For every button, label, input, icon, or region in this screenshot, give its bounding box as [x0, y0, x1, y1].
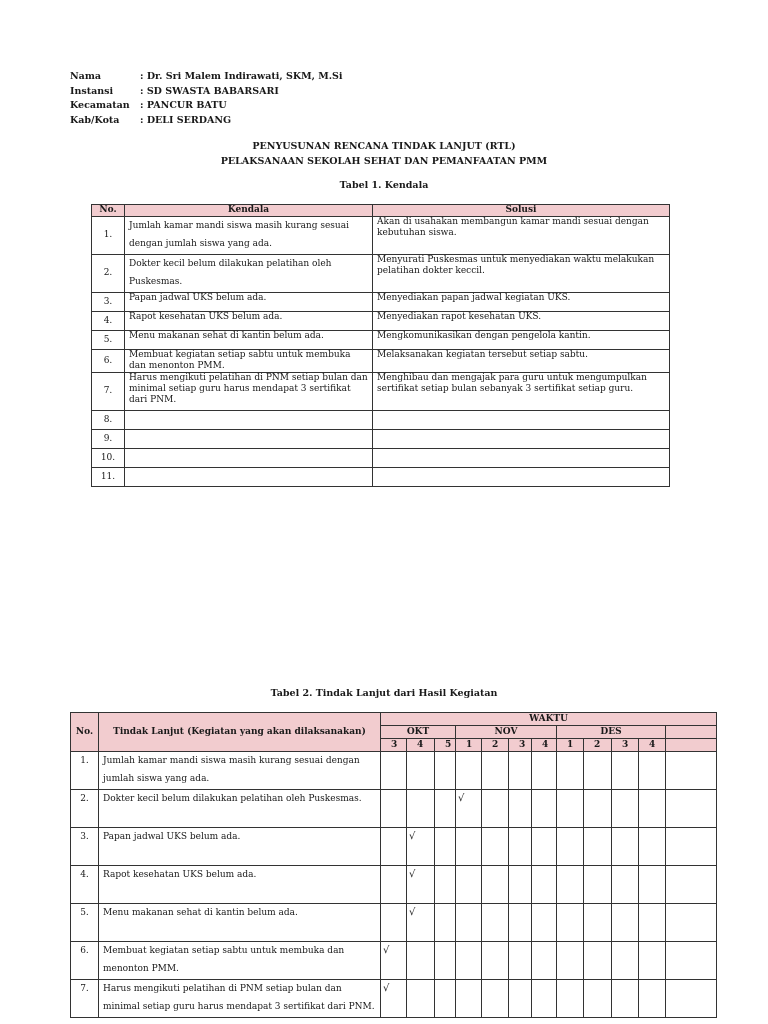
schedule-cell	[456, 828, 482, 866]
table-row	[92, 293, 670, 312]
table-row	[92, 217, 670, 255]
schedule-cell	[381, 828, 407, 866]
col-header-kendala: Kendala	[125, 205, 373, 217]
table-row	[92, 411, 670, 430]
table-row	[92, 350, 670, 373]
schedule-cell	[532, 980, 557, 1018]
schedule-cell	[381, 752, 407, 790]
info-label: Instansi	[70, 85, 114, 97]
schedule-cell	[532, 752, 557, 790]
week-header: 4	[407, 739, 435, 752]
schedule-cell	[666, 980, 717, 1018]
table-row	[71, 866, 717, 904]
kendala-cell: Harus mengikuti pelatihan di PNM setiap bulan dan minimal setiap guru harus mendapat 3 sertifikat dari PNM.	[125, 373, 373, 411]
solusi-cell	[373, 411, 670, 430]
schedule-cell	[482, 790, 509, 828]
check-mark-icon: √	[383, 945, 390, 956]
row-number: 1.	[71, 752, 99, 790]
row-number: 6.	[71, 942, 99, 980]
schedule-cell	[456, 790, 482, 828]
schedule-cell	[407, 790, 435, 828]
schedule-cell	[666, 904, 717, 942]
month-okt: OKT	[381, 726, 456, 739]
schedule-cell	[509, 904, 532, 942]
info-value: : Dr. Sri Malem Indirawati, SKM, M.Si	[140, 71, 343, 82]
check-mark-icon: √	[409, 907, 416, 918]
schedule-cell	[381, 942, 407, 980]
schedule-cell	[584, 980, 612, 1018]
kendala-cell: Jumlah kamar mandi siswa masih kurang sesuai dengan jumlah siswa yang ada.	[125, 217, 373, 255]
schedule-cell	[639, 980, 666, 1018]
table-row	[92, 449, 670, 468]
solusi-cell: Mengkomunikasikan dengan pengelola kantin.	[373, 331, 670, 350]
schedule-cell	[584, 866, 612, 904]
schedule-cell	[435, 942, 456, 980]
info-label: Nama	[70, 71, 102, 82]
row-number: 6.	[92, 350, 125, 373]
schedule-cell	[666, 866, 717, 904]
kendala-cell: Membuat kegiatan setiap sabtu untuk membuka dan menonton PMM.	[125, 350, 373, 373]
schedule-cell	[407, 942, 435, 980]
week-header: 2	[584, 739, 612, 752]
solusi-cell: Melaksanakan kegiatan tersebut setiap sabtu.	[373, 350, 670, 373]
schedule-cell	[666, 790, 717, 828]
schedule-cell	[557, 866, 584, 904]
schedule-cell	[435, 790, 456, 828]
schedule-cell	[557, 980, 584, 1018]
schedule-cell	[407, 752, 435, 790]
schedule-cell	[584, 942, 612, 980]
col-header-solusi: Solusi	[373, 205, 670, 217]
schedule-cell	[509, 790, 532, 828]
table-row	[71, 904, 717, 942]
kendala-cell	[125, 430, 373, 449]
kendala-cell	[125, 411, 373, 430]
week-header: 5	[435, 739, 456, 752]
week-header	[666, 739, 717, 752]
schedule-cell	[532, 828, 557, 866]
schedule-cell	[456, 866, 482, 904]
week-header: 1	[456, 739, 482, 752]
month-nov: NOV	[456, 726, 557, 739]
row-number: 11.	[92, 468, 125, 487]
table2-caption: Tabel 2. Tindak Lanjut dari Hasil Kegiatan	[270, 688, 498, 699]
schedule-cell	[482, 904, 509, 942]
schedule-cell	[482, 752, 509, 790]
solusi-cell: Menghibau dan mengajak para guru untuk mengumpulkan sertifikat setiap bulan sebanyak 3 sertifikat setiap guru.	[373, 373, 670, 411]
schedule-cell	[456, 942, 482, 980]
schedule-cell	[456, 980, 482, 1018]
schedule-cell	[509, 942, 532, 980]
col-header-waktu: WAKTU	[381, 713, 717, 726]
month-extra	[666, 726, 717, 739]
table-row	[92, 255, 670, 293]
info-label: Kecamatan	[70, 100, 130, 111]
table-row	[71, 942, 717, 980]
table-row	[92, 373, 670, 411]
col-header-no: No.	[71, 713, 99, 752]
info-label: Kab/Kota	[70, 114, 120, 126]
check-mark-icon: √	[458, 793, 465, 804]
table-row	[71, 828, 717, 866]
schedule-cell	[557, 790, 584, 828]
solusi-cell	[373, 468, 670, 487]
schedule-cell	[584, 904, 612, 942]
row-number: 4.	[71, 866, 99, 904]
tindak-lanjut-cell: Membuat kegiatan setiap sabtu untuk membuka dan menonton PMM.	[99, 942, 381, 980]
schedule-cell	[381, 980, 407, 1018]
schedule-cell	[407, 866, 435, 904]
schedule-cell	[482, 866, 509, 904]
table-row	[92, 331, 670, 350]
schedule-cell	[532, 790, 557, 828]
week-header: 3	[381, 739, 407, 752]
info-row	[70, 99, 343, 114]
row-number: 2.	[92, 255, 125, 293]
week-header: 3	[612, 739, 639, 752]
schedule-cell	[509, 828, 532, 866]
schedule-cell	[666, 828, 717, 866]
schedule-cell	[584, 828, 612, 866]
tindak-lanjut-cell: Papan jadwal UKS belum ada.	[99, 828, 381, 866]
info-value: : PANCUR BATU	[140, 100, 227, 111]
schedule-cell	[435, 904, 456, 942]
schedule-cell	[509, 980, 532, 1018]
schedule-cell	[612, 828, 639, 866]
table-row	[71, 752, 717, 790]
schedule-cell	[612, 904, 639, 942]
solusi-cell: Akan di usahakan membangun kamar mandi sesuai dengan kebutuhan siswa.	[373, 217, 670, 255]
schedule-cell	[639, 866, 666, 904]
schedule-cell	[557, 752, 584, 790]
schedule-cell	[584, 790, 612, 828]
info-row	[70, 85, 343, 100]
solusi-cell	[373, 449, 670, 468]
schedule-cell	[612, 942, 639, 980]
schedule-cell	[612, 980, 639, 1018]
check-mark-icon: √	[409, 869, 416, 880]
info-row	[70, 70, 343, 85]
solusi-cell: Menyediakan rapot kesehatan UKS.	[373, 312, 670, 331]
row-number: 3.	[92, 293, 125, 312]
doc-title: PENYUSUNAN RENCANA TINDAK LANJUT (RTL)	[252, 141, 516, 152]
doc-subtitle: PELAKSANAAN SEKOLAH SEHAT DAN PEMANFAATAN PMM	[220, 156, 548, 167]
solusi-cell	[373, 430, 670, 449]
row-number: 8.	[92, 411, 125, 430]
check-mark-icon: √	[383, 983, 390, 994]
tindak-lanjut-cell: Rapot kesehatan UKS belum ada.	[99, 866, 381, 904]
kendala-cell	[125, 449, 373, 468]
schedule-cell	[612, 790, 639, 828]
info-value: : DELI SERDANG	[140, 114, 232, 126]
month-des: DES	[557, 726, 666, 739]
identity-block	[70, 70, 343, 128]
schedule-cell	[666, 942, 717, 980]
solusi-cell: Menyediakan papan jadwal kegiatan UKS.	[373, 293, 670, 312]
schedule-cell	[612, 866, 639, 904]
table-row	[71, 790, 717, 828]
week-header: 1	[557, 739, 584, 752]
row-number: 7.	[71, 980, 99, 1018]
schedule-cell	[435, 980, 456, 1018]
row-number: 4.	[92, 312, 125, 331]
schedule-cell	[557, 904, 584, 942]
table-row	[71, 980, 717, 1018]
kendala-cell: Rapot kesehatan UKS belum ada.	[125, 312, 373, 331]
table-row	[92, 430, 670, 449]
schedule-cell	[639, 904, 666, 942]
kendala-table	[91, 204, 670, 487]
row-number: 3.	[71, 828, 99, 866]
week-header: 4	[639, 739, 666, 752]
solusi-cell: Menyurati Puskesmas untuk menyediakan waktu melakukan pelatihan dokter keccil.	[373, 255, 670, 293]
schedule-cell	[639, 828, 666, 866]
schedule-cell	[482, 942, 509, 980]
row-number: 5.	[92, 331, 125, 350]
tindak-lanjut-cell: Dokter kecil belum dilakukan pelatihan oleh Puskesmas.	[99, 790, 381, 828]
schedule-cell	[612, 752, 639, 790]
schedule-cell	[456, 904, 482, 942]
col-header-tindak-lanjut: Tindak Lanjut (Kegiatan yang akan dilaksanakan)	[99, 713, 381, 752]
schedule-cell	[381, 904, 407, 942]
schedule-cell	[435, 752, 456, 790]
schedule-cell	[509, 752, 532, 790]
schedule-cell	[557, 942, 584, 980]
row-number: 1.	[92, 217, 125, 255]
row-number: 9.	[92, 430, 125, 449]
schedule-cell	[435, 828, 456, 866]
schedule-cell	[532, 942, 557, 980]
kendala-cell: Dokter kecil belum dilakukan pelatihan oleh Puskesmas.	[125, 255, 373, 293]
schedule-cell	[456, 752, 482, 790]
tindak-lanjut-table	[70, 712, 717, 1018]
schedule-cell	[639, 942, 666, 980]
schedule-cell	[557, 828, 584, 866]
schedule-cell	[482, 828, 509, 866]
kendala-cell	[125, 468, 373, 487]
col-header-no: No.	[92, 205, 125, 217]
schedule-cell	[509, 866, 532, 904]
row-number: 7.	[92, 373, 125, 411]
schedule-cell	[639, 752, 666, 790]
week-header: 4	[532, 739, 557, 752]
schedule-cell	[435, 866, 456, 904]
kendala-cell: Papan jadwal UKS belum ada.	[125, 293, 373, 312]
schedule-cell	[532, 904, 557, 942]
kendala-cell: Menu makanan sehat di kantin belum ada.	[125, 331, 373, 350]
week-header: 3	[509, 739, 532, 752]
table-row	[92, 312, 670, 331]
schedule-cell	[407, 904, 435, 942]
tindak-lanjut-cell: Harus mengikuti pelatihan di PNM setiap bulan dan minimal setiap guru harus mendapat 3 sertifikat dari PNM.	[99, 980, 381, 1018]
schedule-cell	[407, 980, 435, 1018]
tindak-lanjut-cell: Jumlah kamar mandi siswa masih kurang sesuai dengan jumlah siswa yang ada.	[99, 752, 381, 790]
row-number: 5.	[71, 904, 99, 942]
week-header: 2	[482, 739, 509, 752]
schedule-cell	[482, 980, 509, 1018]
schedule-cell	[381, 866, 407, 904]
schedule-cell	[639, 790, 666, 828]
schedule-cell	[584, 752, 612, 790]
tindak-lanjut-cell: Menu makanan sehat di kantin belum ada.	[99, 904, 381, 942]
check-mark-icon: √	[409, 831, 416, 842]
table-row	[92, 468, 670, 487]
schedule-cell	[532, 866, 557, 904]
row-number: 10.	[92, 449, 125, 468]
row-number: 2.	[71, 790, 99, 828]
schedule-cell	[407, 828, 435, 866]
schedule-cell	[666, 752, 717, 790]
table1-caption: Tabel 1. Kendala	[339, 180, 429, 191]
info-value: : SD SWASTA BABARSARI	[140, 85, 279, 97]
schedule-cell	[381, 790, 407, 828]
info-row	[70, 114, 343, 129]
